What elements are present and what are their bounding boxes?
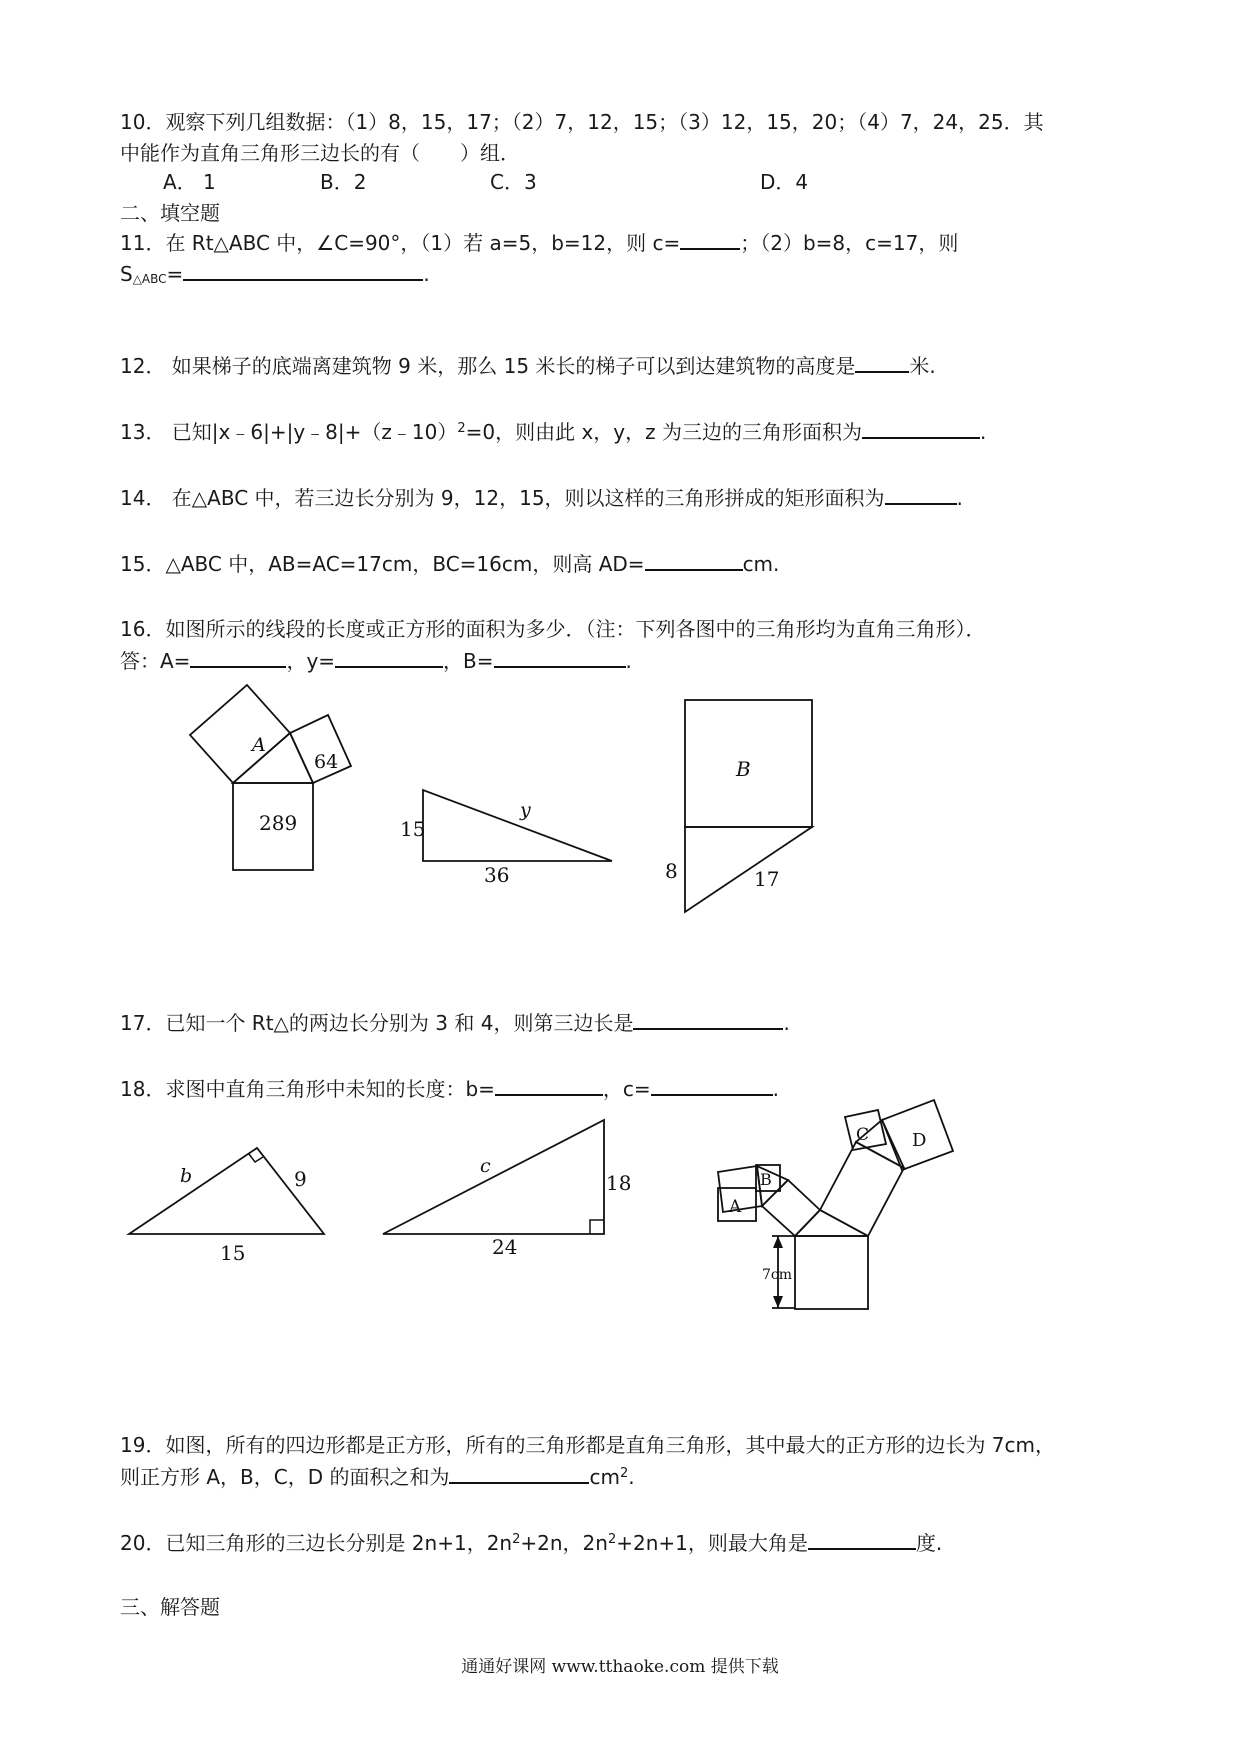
q10-option-b: B．2 xyxy=(320,170,367,194)
fig18c-dim-arrow-down xyxy=(773,1296,783,1308)
fig16a-label-289: 289 xyxy=(259,811,298,835)
q10-option-d: D．4 xyxy=(760,170,809,194)
fig16c-label-b: B xyxy=(736,757,751,781)
q20-sup1: 2 xyxy=(512,1532,521,1547)
fig18c-label-c: C xyxy=(856,1125,870,1145)
q16-y-label: ，y= xyxy=(286,649,336,673)
q11-s-sub: △ABC xyxy=(132,272,167,286)
q20-end: 度. xyxy=(915,1531,943,1555)
fig18c-label-7cm: 7cm xyxy=(762,1267,793,1283)
fig18c-largest-square xyxy=(795,1236,868,1309)
fig18c-label-a: A xyxy=(729,1197,742,1217)
fig18c-dim-arrow-up xyxy=(773,1236,783,1248)
q16-b-label: ，B= xyxy=(443,649,494,673)
q16-end: . xyxy=(625,649,632,673)
q13-sup: 2 xyxy=(457,421,466,436)
fig18b-label-c: c xyxy=(480,1155,491,1177)
section-answer-title: 三、解答题 xyxy=(120,1595,220,1619)
fig18b-label-24: 24 xyxy=(492,1235,518,1259)
q20-sup2: 2 xyxy=(607,1532,617,1547)
q19-unit-sup: 2 xyxy=(619,1466,629,1481)
q20-blank xyxy=(808,1530,916,1550)
fig18a-label-15: 15 xyxy=(220,1241,246,1265)
q12-text: 12． 如果梯子的底端离建筑物 9 米，那么 15 米长的梯子可以到达建筑物的高度是 xyxy=(120,354,856,378)
q11-text-b: ；（2）b=8，c=17，则 xyxy=(740,231,959,255)
fig16c-label-8: 8 xyxy=(665,859,678,883)
q11-s-prefix: S xyxy=(120,262,133,286)
fig18c-right-mid-square xyxy=(820,1142,904,1236)
q15-text: 15．△ABC 中，AB=AC=17cm，BC=16cm，则高 AD= xyxy=(120,552,645,576)
q17-text: 17．已知一个 Rt△的两边长分别为 3 和 4，则第三边长是 xyxy=(120,1011,634,1035)
q14-end: . xyxy=(956,486,963,510)
section-fill-in-title: 二、填空题 xyxy=(120,201,220,225)
q10-line1: 10．观察下列几组数据：（1）8，15，17；（2）7，12，15；（3）12，15，20；（4）7，24，25．其 xyxy=(120,110,1044,134)
fig16a-label-a: A xyxy=(252,734,266,756)
q11-end: . xyxy=(423,262,430,286)
q19-unit: cm xyxy=(589,1465,620,1489)
q10-option-c: C．3 xyxy=(490,170,537,194)
q16-line1: 16．如图所示的线段的长度或正方形的面积为多少．（注：下列各图中的三角形均为直角三角形）． xyxy=(120,617,986,641)
fig16b-label-36: 36 xyxy=(484,863,510,887)
q20-text-c: +2n+1，则最大角是 xyxy=(616,1531,808,1555)
fig16a-label-64: 64 xyxy=(314,751,339,773)
q13-text-b: =0，则由此 x，y，z 为三边的三角形面积为 xyxy=(465,420,862,444)
fig18c-label-d: D xyxy=(912,1130,927,1151)
q11-s-eq: = xyxy=(166,262,184,286)
q20-line xyxy=(120,1530,942,1555)
q19-text: 则正方形 A，B，C，D 的面积之和为 xyxy=(120,1465,450,1489)
q12-end: 米. xyxy=(909,354,936,378)
fig16c-label-17: 17 xyxy=(754,867,780,891)
q10-option-a: A． 1 xyxy=(163,170,216,194)
fig18c-top-triangle xyxy=(795,1210,868,1236)
q14-text: 14． 在△ABC 中，若三边长分别为 9，12，15，则以这样的三角形拼成的矩形面积为 xyxy=(120,486,885,510)
q19-line1: 19．如图，所有的四边形都是正方形，所有的三角形都是直角三角形，其中最大的正方形的边长为 7cm， xyxy=(120,1433,1056,1457)
q18-text: 18．求图中直角三角形中未知的长度：b= xyxy=(120,1077,495,1101)
q19-end: . xyxy=(628,1465,635,1489)
q15-end: cm. xyxy=(742,552,780,576)
fig18c-label-b: B xyxy=(760,1170,772,1189)
q18-c-label: ，c= xyxy=(602,1077,651,1101)
q13-text-a: 13． 已知|x﹣6|+|y﹣8|+（z﹣10） xyxy=(120,420,458,444)
fig16b-label-15: 15 xyxy=(400,817,426,841)
q18-end: . xyxy=(772,1077,780,1101)
q10-line2: 中能作为直角三角形三边长的有（ ）组． xyxy=(120,141,520,165)
page-footer: 通通好课网 www.tthaoke.com 提供下载 xyxy=(461,1657,779,1677)
q17-end: . xyxy=(783,1011,790,1035)
q19-blank xyxy=(449,1464,589,1484)
q20-text-a: 20．已知三角形的三边长分别是 2n+1，2n xyxy=(120,1531,513,1555)
q19-line2 xyxy=(120,1464,635,1489)
q13-end: . xyxy=(980,420,987,444)
q16-prefix: 答：A= xyxy=(120,649,191,673)
fig18a-label-b: b xyxy=(180,1165,193,1187)
q11-text-a: 11．在 Rt△ABC 中，∠C=90°，（1）若 a=5，b=12，则 c= xyxy=(120,231,681,255)
fig16b-label-y: y xyxy=(520,799,531,821)
q20-text-b: +2n，2n xyxy=(520,1531,608,1555)
fig18a-label-9: 9 xyxy=(294,1167,307,1191)
fig18b-label-18: 18 xyxy=(606,1171,632,1195)
